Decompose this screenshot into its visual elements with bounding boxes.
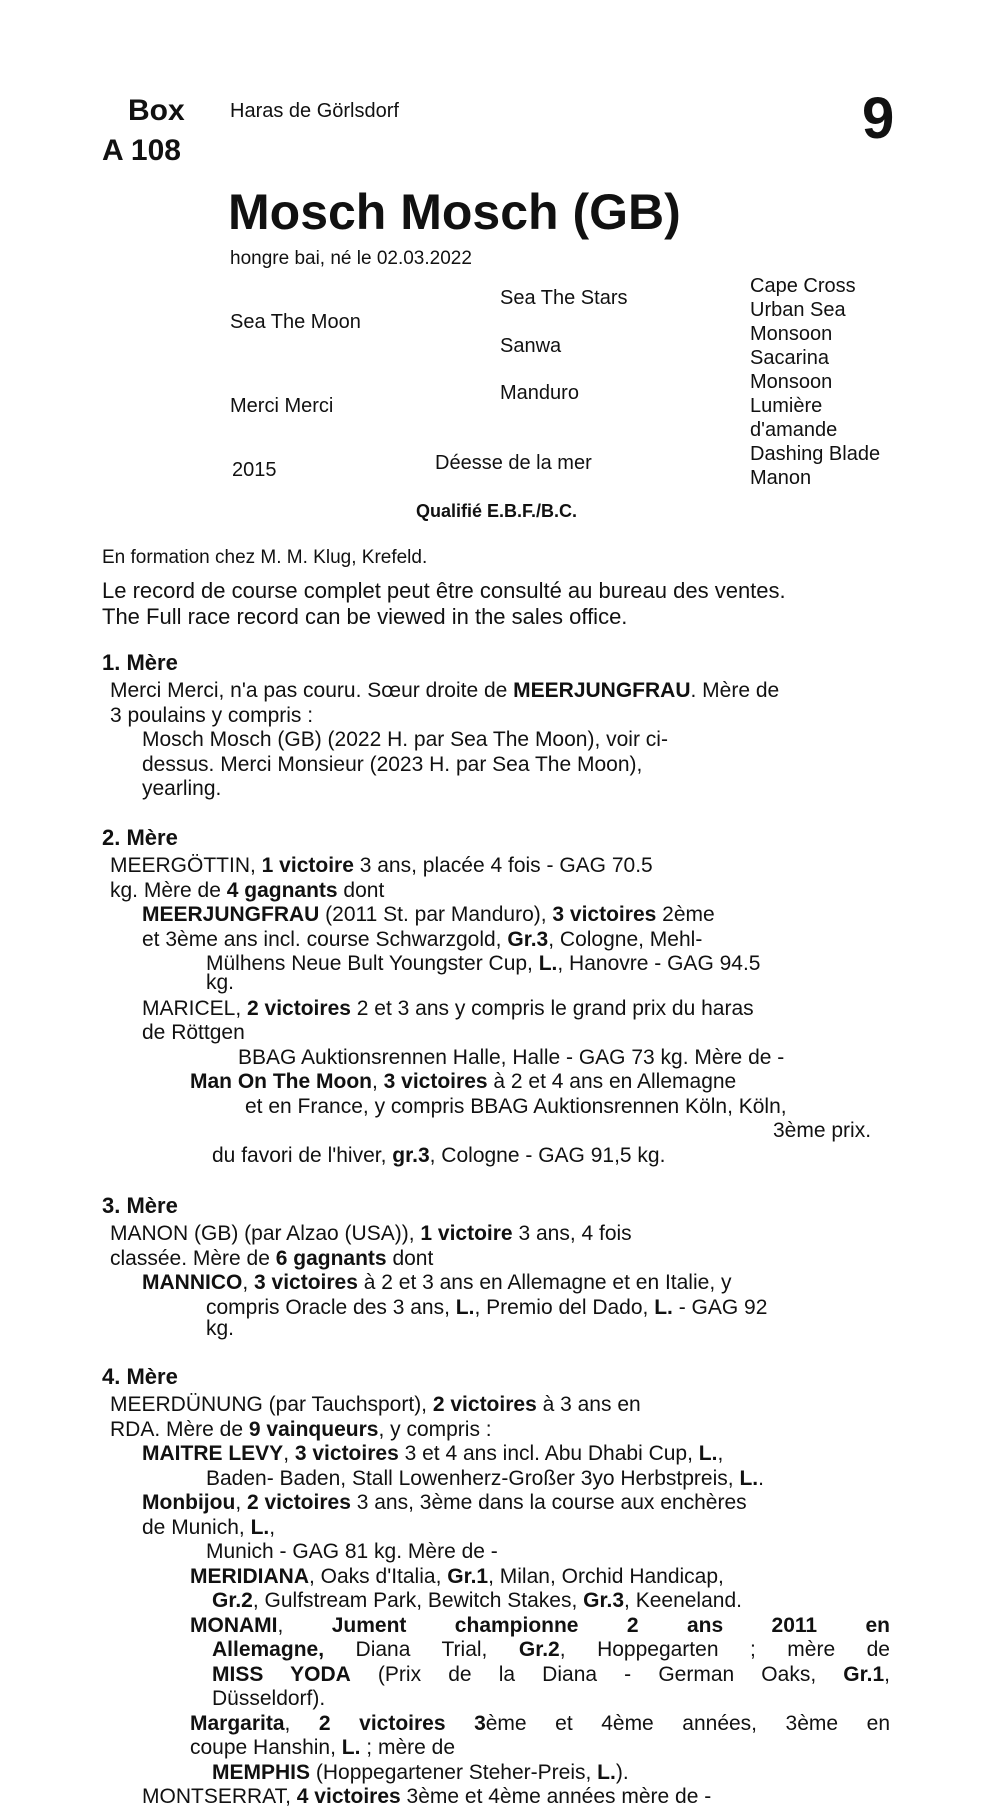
text-run: , Hanovre - GAG 94.5	[557, 952, 761, 975]
text-line	[110, 1222, 767, 1247]
text-line	[110, 1638, 890, 1663]
text-run: MANON (GB) (par Alzao (USA)),	[110, 1222, 421, 1245]
pedigree-gen3-item: Cape Cross	[750, 275, 856, 297]
bold-run: 3 victoires	[552, 903, 657, 926]
text-line	[110, 1761, 910, 1786]
stud-name: Haras de Görlsdorf	[230, 100, 399, 122]
text-run: (Hoppegartener Steher-Preis,	[310, 1760, 598, 1784]
text-run: . Mère de	[690, 679, 780, 702]
text-run: kg.	[206, 970, 235, 994]
text-line	[110, 1442, 910, 1467]
text-line	[110, 1119, 910, 1144]
pedigree-gen3-item: Monsoon	[750, 323, 833, 345]
bold-run: Jument championne 2 ans 2011 en	[331, 1613, 890, 1637]
text-run: 3 ans, 3ème dans la course aux enchères	[350, 1491, 747, 1514]
text-run: BBAG Auktionsrennen Halle, Halle - GAG 73 kg. Mère de -	[238, 1045, 785, 1069]
section-2-body	[110, 854, 910, 1168]
text-line	[110, 903, 910, 928]
text-line	[110, 1271, 767, 1296]
bold-run: Monbijou	[142, 1491, 236, 1514]
text-run: 2ème	[656, 903, 715, 926]
text-line	[110, 753, 779, 778]
text-run: 3 et 4 ans incl. Abu Dhabi Cup,	[398, 1442, 699, 1465]
bold-run: L.	[455, 1295, 475, 1319]
bold-run: MEERJUNGFRAU	[142, 903, 320, 926]
pedigree-sire-dam: Sanwa	[500, 335, 562, 357]
text-run: , Cologne - GAG 91,5 kg.	[429, 1143, 666, 1167]
section-1-body	[110, 679, 779, 802]
text-line	[110, 1095, 910, 1120]
bold-run: 9 vainqueurs	[248, 1417, 379, 1441]
text-run: ,	[284, 1711, 319, 1735]
text-line	[110, 1687, 910, 1712]
text-run: 3ème et 4ème années mère de -	[400, 1785, 712, 1808]
bold-run: gr.3	[392, 1143, 430, 1167]
text-run: , Milan, Orchid Handicap,	[488, 1564, 724, 1588]
bold-run: MONAMI	[190, 1613, 278, 1637]
bold-run: Gr.2	[212, 1589, 253, 1612]
text-run: ,	[242, 1271, 254, 1294]
text-run: ,	[269, 1515, 276, 1539]
bold-run: 2 victoires 3	[318, 1711, 486, 1735]
text-run: 3 ans, 4 fois	[512, 1222, 632, 1245]
text-line	[110, 1021, 910, 1046]
text-run: ).	[615, 1760, 629, 1784]
bold-run: L.	[250, 1515, 270, 1539]
bold-run: L.	[739, 1466, 759, 1490]
bold-run: MANNICO	[142, 1271, 243, 1294]
text-line	[110, 1614, 890, 1639]
pedigree-dam-year: 2015	[232, 459, 277, 481]
box-label: Box	[128, 94, 185, 127]
text-line	[110, 1589, 910, 1614]
bold-run: 2 victoires	[247, 996, 351, 1020]
text-run: (2011 St. par Manduro),	[319, 903, 553, 926]
text-line	[110, 1516, 910, 1541]
pedigree-dam-dam: Déesse de la mer	[435, 452, 592, 474]
text-run: à 3 ans en	[536, 1393, 641, 1416]
bold-run: Gr.1	[447, 1564, 489, 1588]
bold-run: Gr.3	[507, 927, 549, 951]
section-title-3: 3. Mère	[102, 1193, 178, 1218]
text-run: kg. Mère de	[110, 878, 227, 902]
bold-run: L.	[341, 1736, 361, 1759]
text-line	[110, 1712, 890, 1737]
bold-run: 4 gagnants	[226, 878, 338, 902]
text-run: ,	[235, 1491, 247, 1514]
bold-run: L.	[698, 1442, 718, 1465]
section-title-1: 1. Mère	[102, 650, 178, 675]
pedigree-gen3-item: Urban Sea	[750, 299, 846, 321]
bold-run: Man On The Moon	[190, 1070, 372, 1093]
text-run: coupe Hanshin,	[190, 1736, 342, 1759]
text-run: , y compris :	[378, 1417, 492, 1441]
bold-run: 1 victoire	[261, 854, 354, 877]
text-line	[110, 679, 779, 704]
text-line	[110, 970, 910, 994]
bold-run: Allemagne,	[212, 1638, 325, 1661]
section-title-4: 4. Mère	[102, 1364, 178, 1389]
training-info: En formation chez M. M. Klug, Krefeld.	[102, 547, 428, 568]
section-4-body	[110, 1393, 910, 1810]
text-run: (Prix de la Diana - German Oaks,	[350, 1662, 844, 1686]
pedigree-gen3	[750, 274, 880, 490]
text-run: , Keeneland.	[624, 1589, 742, 1612]
section-3-body	[110, 1222, 767, 1338]
text-run: Munich - GAG 81 kg. Mère de -	[206, 1540, 498, 1563]
text-run: ,	[717, 1442, 724, 1465]
text-line	[110, 928, 910, 953]
text-run: Merci Merci, n'a pas couru. Sœur droite de	[110, 679, 514, 702]
text-line	[110, 777, 779, 802]
bold-run: Gr.2	[518, 1638, 560, 1661]
pedigree-gen3-item: Lumière	[750, 395, 823, 417]
record-note-fr: Le record de course complet peut être consulté au bureau des ventes.	[102, 578, 786, 603]
text-line	[110, 1785, 910, 1810]
text-run: MARICEL,	[142, 996, 248, 1020]
text-run: dessus. Merci Monsieur (2023 H. par Sea The Moon),	[142, 752, 643, 776]
bold-run: L.	[597, 1760, 616, 1784]
text-line	[110, 1070, 910, 1095]
text-line	[110, 1247, 767, 1272]
text-run: à 2 et 4 ans en Allemagne	[487, 1070, 737, 1093]
text-run: - GAG 92	[672, 1295, 768, 1319]
text-run: MONTSERRAT,	[142, 1785, 297, 1808]
text-run: et 3ème ans incl. course Schwarzgold,	[142, 927, 508, 951]
pedigree-dam: Merci Merci	[230, 395, 334, 417]
pedigree-gen3-item: Manon	[750, 467, 812, 489]
text-line	[110, 1046, 910, 1071]
pedigree-gen3-item: Monsoon	[750, 371, 833, 393]
text-run: , Gulfstream Park, Bewitch Stakes,	[252, 1589, 584, 1612]
bold-run: Gr.3	[583, 1589, 625, 1612]
text-run: .	[758, 1466, 764, 1490]
text-run: Düsseldorf).	[212, 1687, 326, 1710]
text-run: du favori de l'hiver,	[212, 1143, 393, 1167]
bold-run: MERIDIANA	[190, 1564, 309, 1588]
text-line	[110, 1736, 910, 1761]
pedigree-gen3-item: d'amande	[750, 419, 838, 441]
bold-run: MISS YODA	[212, 1662, 351, 1686]
text-run: à 2 et 3 ans en Allemagne et en Italie, y	[357, 1271, 732, 1294]
section-title-2: 2. Mère	[102, 825, 178, 850]
text-line	[110, 997, 910, 1022]
text-run: RDA. Mère de	[110, 1417, 249, 1441]
text-run: 3 ans, placée 4 fois - GAG 70.5	[353, 854, 653, 877]
text-run: MEERGÖTTIN,	[110, 854, 262, 877]
bold-run: 4 victoires	[296, 1785, 401, 1808]
text-run: ,	[277, 1613, 332, 1637]
bold-run: Gr.1	[843, 1662, 885, 1686]
bold-run: L.	[538, 952, 558, 975]
text-run: 2 et 3 ans y compris le grand prix du haras	[350, 996, 754, 1020]
bold-run: MEERJUNGFRAU	[513, 679, 691, 702]
bold-run: 3 victoires	[383, 1070, 488, 1093]
text-run: kg.	[206, 1317, 235, 1340]
pedigree-gen3-item: Sacarina	[750, 347, 829, 369]
bold-run: MAITRE LEVY	[142, 1442, 284, 1465]
text-run: dont	[337, 878, 385, 902]
text-line	[110, 1491, 910, 1516]
text-line	[110, 1467, 910, 1492]
text-run: Diana Trial,	[324, 1638, 519, 1661]
text-line	[110, 1317, 767, 1340]
bold-run: 3 victoires	[294, 1442, 399, 1465]
text-line	[110, 1418, 910, 1443]
pedigree-dam-sire: Manduro	[500, 382, 579, 404]
record-note-en: The Full race record can be viewed in the sales office.	[102, 604, 628, 629]
horse-name: Mosch Mosch (GB)	[228, 184, 681, 240]
text-line	[110, 728, 779, 753]
text-line	[110, 704, 779, 729]
text-run: ; mère de	[360, 1736, 455, 1759]
bold-run: Margarita	[190, 1711, 285, 1735]
text-run: , Hoppegarten ; mère de	[559, 1638, 890, 1661]
bold-run: 2 victoires	[246, 1491, 351, 1514]
text-line	[110, 1663, 890, 1688]
lot-number: 9	[862, 86, 895, 151]
pedigree-sire: Sea The Moon	[230, 311, 361, 333]
text-run: et en France, y compris BBAG Auktionsrennen Köln, Köln,	[245, 1094, 787, 1118]
text-run: 3ème prix.	[773, 1119, 872, 1142]
bold-run: 2 victoires	[432, 1393, 537, 1416]
pedigree-sire-sire: Sea The Stars	[500, 287, 628, 309]
text-run: , Cologne, Mehl-	[548, 927, 703, 951]
text-run: , Oaks d'Italia,	[309, 1564, 448, 1588]
text-run: MEERDÜNUNG (par Tauchsport),	[110, 1393, 433, 1416]
text-run: ,	[371, 1070, 384, 1093]
bold-run: 3 victoires	[254, 1271, 358, 1294]
text-run: yearling.	[142, 777, 222, 800]
text-line	[110, 1144, 910, 1169]
text-run: de Röttgen	[142, 1021, 245, 1044]
text-run: classée. Mère de	[110, 1246, 276, 1270]
pedigree-gen3-item: Dashing Blade	[750, 443, 881, 465]
horse-description: hongre bai, né le 02.03.2022	[230, 248, 472, 269]
bold-run: L.	[654, 1295, 673, 1319]
text-run: Baden- Baden, Stall Lowenherz-Großer 3yo Herbstpreis,	[206, 1466, 740, 1490]
text-run: Mülhens Neue Bult Youngster Cup,	[206, 952, 539, 975]
text-run: , Premio del Dado,	[474, 1295, 655, 1319]
text-run: 3 poulains y compris :	[110, 703, 314, 727]
text-line	[110, 1393, 910, 1418]
text-run: compris Oracle des 3 ans,	[206, 1295, 456, 1319]
text-line	[110, 1540, 910, 1565]
qualification: Qualifié E.B.F./B.C.	[416, 501, 578, 521]
text-run: dont	[386, 1246, 434, 1270]
text-run: Mosch Mosch (GB) (2022 H. par Sea The Moon), voir ci-	[142, 728, 668, 751]
record-note	[102, 578, 786, 630]
text-line	[110, 854, 910, 879]
text-run: de Munich,	[142, 1515, 251, 1539]
bold-run: MEMPHIS	[212, 1760, 311, 1784]
text-line	[110, 879, 910, 904]
bold-run: 6 gagnants	[275, 1246, 387, 1270]
text-run: ,	[283, 1442, 295, 1465]
text-line	[110, 1565, 910, 1590]
text-run: ,	[884, 1662, 891, 1686]
box-number: A 108	[102, 134, 181, 167]
text-run: ème et 4ème années, 3ème en	[485, 1711, 890, 1735]
bold-run: 1 victoire	[420, 1222, 513, 1245]
